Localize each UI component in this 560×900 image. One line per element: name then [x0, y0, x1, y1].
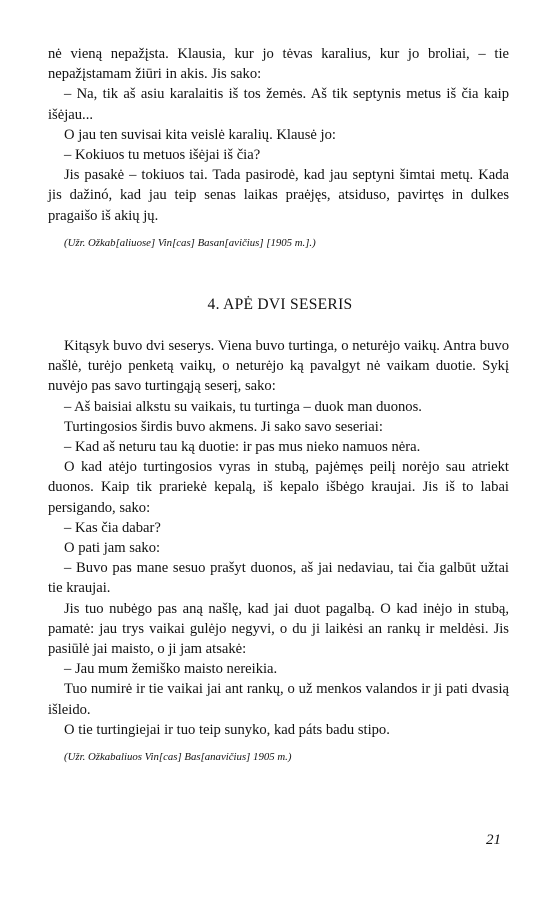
- paragraph: O kad atėjo turtingosios vyras in stubą, pajėmęs peilį norėjo sau atriekt duonos. Kaip tik prariekė kepalą, iš kepalo išbėgo kraujai. Jis iš to labai persigando, sako:: [48, 459, 509, 516]
- dialogue-line: – Kas čia dabar?: [64, 519, 161, 536]
- dialogue-line: – Aš baisiai alkstu su vaikais, tu turtinga – duok man duonos.: [64, 398, 422, 415]
- paragraph: Jis tuo nubėgo pas aną našlę, kad jai duot pagalbą. O kad inėjo in stubą, pamatė: jau trys vaikai gulėjo negyvi, o du ji laikėsi an rankų ir meldėsi. Jis pasiūlė jai maisto, o ji jam atsakė:: [48, 600, 509, 658]
- dialogue-line: – Kad aš neturu tau ką duotie: ir pas mus nieko namuos nėra.: [64, 439, 421, 456]
- paragraph: O tie turtingiejai ir tuo teip sunyko, kad páts badu stipo.: [64, 721, 390, 738]
- paragraph: O jau ten suvisai kita veislė karalių. Klausė jo:: [64, 126, 336, 143]
- paragraph: Jis pasakė – tokiuos tai. Tada pasirodė, kad jau septyni šimtai metų. Kada jis dažinó, kad jau teip senas laikas praėjęs, atsiduso, pavirtęs in dulkes pragaišo iš akių jų.: [48, 167, 509, 224]
- source-note: (Užr. Ožkabaliuos Vin[cas] Bas[anavičius] 1905 m.): [64, 751, 292, 764]
- paragraph: Turtingosios širdis buvo akmens. Ji sako savo seseriai:: [64, 418, 383, 435]
- story-heading: 4. APĖ DVI SESERIS: [207, 296, 353, 313]
- paragraph: Tuo numirė ir tie vaikai jai ant rankų, o už menkos valandos ir ji pati dvasią išleido.: [48, 681, 509, 718]
- paragraph: nė vieną nepažįsta. Klausia, kur jo tėvas karalius, kur jo broliai, – tie nepažįstamam žiūri in akis. Jis sako:: [48, 46, 509, 83]
- dialogue-line: – Buvo pas mane sesuo prašyt duonos, aš jai nedaviau, tai čia galbūt užtai tie kraujai.: [48, 560, 509, 597]
- dialogue-line: – Na, tik aš asiu karalaitis iš tos žemės. Aš tik septynis metus iš čia kaip išėjau...: [48, 86, 509, 123]
- paragraph: O pati jam sako:: [64, 540, 161, 557]
- source-note: (Užr. Ožkab[aliuose] Vin[cas] Basan[avičius] [1905 m.].): [64, 236, 316, 249]
- dialogue-line: – Kokiuos tu metuos išėjai iš čia?: [64, 147, 261, 164]
- page-number: 21: [486, 832, 501, 848]
- story-body: [48, 336, 509, 765]
- dialogue-line: – Jau mum žemiško maisto nereikia.: [64, 661, 278, 678]
- paragraph: Kitąsyk buvo dvi seserys. Viena buvo turtinga, o neturėjo vaikų. Antra buvo našlė, turėjo penketą vaikų, o neturėjo ką pavalgyt nė vaikam duotie. Sykį nuvėjo pas savo turtingąją seserį, sako:: [48, 338, 509, 395]
- story-continuation: [48, 44, 509, 251]
